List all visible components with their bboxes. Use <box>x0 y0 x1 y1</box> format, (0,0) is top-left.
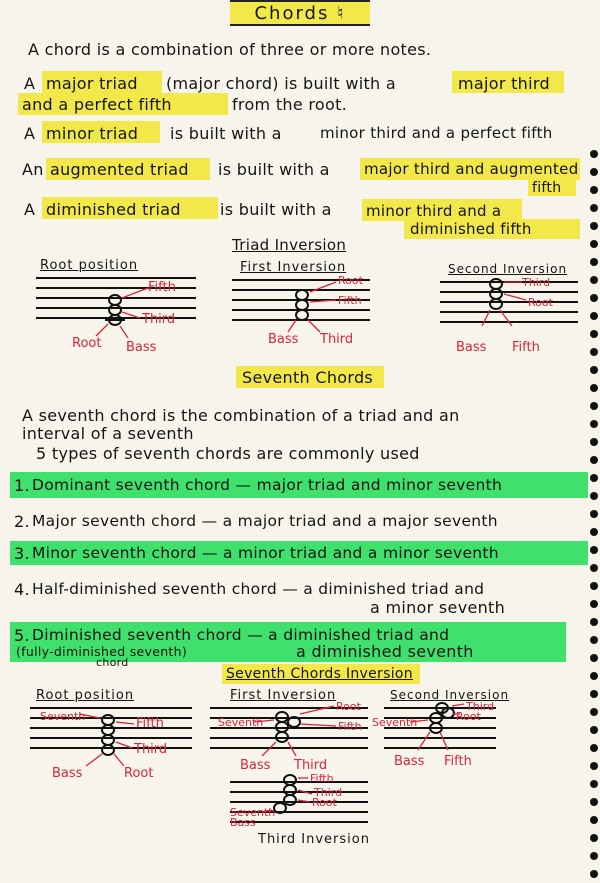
label-fifth: Fifth <box>444 754 472 769</box>
label-bass: Bass <box>394 754 425 769</box>
list-item: (fully-diminished seventh) <box>16 644 188 659</box>
spiral-hole <box>590 168 598 176</box>
note-head <box>102 735 114 745</box>
text: major third and augmented <box>364 160 579 178</box>
label-root: Root <box>72 336 102 351</box>
staff-label-root-position: Root position <box>36 688 135 703</box>
spiral-hole <box>590 204 598 212</box>
text: A <box>24 200 36 219</box>
note-head <box>102 715 114 725</box>
triad-inversion-heading: Triad Inversion <box>232 236 347 254</box>
note-head <box>284 775 296 785</box>
list-item: Major seventh chord — a major triad and a major seventh <box>32 512 498 530</box>
note-head <box>284 795 296 805</box>
spiral-hole <box>590 222 598 230</box>
label-third: Third <box>134 742 168 757</box>
spiral-hole <box>590 402 598 410</box>
staff-label-first-inversion: First Inversion <box>230 688 337 703</box>
text: fifth <box>532 180 562 196</box>
spiral-hole <box>590 600 598 608</box>
list-number: 2. <box>14 512 30 531</box>
spiral-hole <box>590 582 598 590</box>
note-head <box>284 785 296 795</box>
list-item: Diminished seventh chord — a diminished triad and <box>32 626 450 644</box>
spiral-hole <box>590 564 598 572</box>
spiral-hole <box>590 510 598 518</box>
spiral-hole <box>590 474 598 482</box>
list-number: 3. <box>14 544 30 563</box>
text: A <box>24 74 36 93</box>
label-seventh: Seventh <box>372 716 418 729</box>
spiral-hole <box>590 258 598 266</box>
spiral-hole <box>590 420 598 428</box>
title-text: Chords <box>254 3 330 24</box>
list-number: 5. <box>14 626 30 645</box>
label-third: Third <box>294 758 328 773</box>
label-bass: Bass <box>268 332 299 347</box>
label-fifth: Fifth <box>512 340 540 355</box>
label-bass: Bass <box>52 766 83 781</box>
label-root: Root <box>528 296 553 309</box>
seventh-inversion-heading: Seventh Chords Inversion <box>226 666 413 682</box>
spiral-hole <box>590 384 598 392</box>
note-head <box>490 299 502 309</box>
staff-label-third-inversion: Third Inversion <box>258 832 370 847</box>
label-fifth: Fifth <box>310 772 334 785</box>
term-major-triad: major triad <box>46 74 138 93</box>
spiral-hole <box>590 546 598 554</box>
text: is built with a <box>220 200 332 219</box>
label-root: Root <box>338 274 363 287</box>
spiral-hole <box>590 492 598 500</box>
label-seventh: Seventh <box>218 716 264 729</box>
label-fifth: Fifth <box>338 720 362 733</box>
text: and a perfect fifth <box>22 95 172 114</box>
seventh-chords-heading: Seventh Chords <box>242 368 374 387</box>
note-head <box>296 300 308 310</box>
seventh-definition: interval of a seventh <box>22 424 194 443</box>
list-item: Minor seventh chord — a minor triad and a minor seventh <box>32 544 499 562</box>
staff-label-second-inversion: Second Inversion <box>448 262 568 276</box>
spiral-hole <box>590 366 598 374</box>
label-bass: Bass <box>230 816 256 829</box>
label-bass: Bass <box>240 758 271 773</box>
list-number: 1. <box>14 476 30 495</box>
spiral-hole <box>590 186 598 194</box>
seventh-definition: 5 types of seventh chords are commonly used <box>36 444 420 463</box>
label-third: Third <box>320 332 354 347</box>
label-third: Third <box>466 700 495 713</box>
label-third: Third <box>142 312 176 327</box>
list-item: chord <box>96 656 129 669</box>
text: minor third and a perfect fifth <box>320 124 553 142</box>
list-item: a diminished seventh <box>296 642 474 661</box>
intro-text: A chord is a combination of three or more notes. <box>28 40 432 59</box>
label-seventh: Seventh <box>40 710 86 723</box>
label-third: Third <box>522 276 551 289</box>
staff-label-second-inversion: Second Inversion <box>390 688 510 702</box>
spiral-hole <box>590 528 598 536</box>
label-root: Root <box>336 700 361 713</box>
note-head <box>109 295 121 305</box>
text: is built with a <box>218 160 330 179</box>
list-item: Dominant seventh chord — major triad and minor seventh <box>32 476 503 494</box>
label-fifth: Fifth <box>338 294 362 307</box>
term-diminished-triad: diminished triad <box>46 200 181 219</box>
text: A <box>24 124 36 143</box>
page-title: Chords ♮ <box>230 0 370 26</box>
label-bass: Bass <box>126 340 157 355</box>
list-item: a minor seventh <box>370 598 506 617</box>
spiral-hole <box>590 456 598 464</box>
term-minor-triad: minor triad <box>46 124 139 143</box>
label-fifth: Fifth <box>148 280 176 295</box>
text: An <box>22 160 44 179</box>
text: diminished fifth <box>410 220 532 238</box>
note-head <box>296 290 308 300</box>
label-root: Root <box>456 710 481 723</box>
spiral-hole <box>590 438 598 446</box>
text: (major chord) is built with a <box>166 74 396 93</box>
seventh-definition: A seventh chord is the combination of a triad and an <box>22 406 460 425</box>
label-third: Third <box>314 786 343 799</box>
spiral-hole <box>590 870 598 878</box>
label-seventh: Seventh <box>230 806 276 819</box>
label-root: Root <box>312 796 337 809</box>
list-number: 4. <box>14 580 30 599</box>
label-root: Root <box>124 766 154 781</box>
spiral-hole <box>590 672 598 680</box>
note-head <box>102 725 114 735</box>
staff-label-root-position: Root position <box>40 258 139 273</box>
spiral-hole <box>590 690 598 698</box>
term-augmented-triad: augmented triad <box>50 160 189 179</box>
label-bass: Bass <box>456 340 487 355</box>
text: minor third and a <box>366 202 502 220</box>
spiral-hole <box>590 618 598 626</box>
text: from the root. <box>232 95 348 114</box>
note-head <box>296 310 308 320</box>
spiral-hole <box>590 852 598 860</box>
spiral-hole <box>590 150 598 158</box>
note-head <box>490 279 502 289</box>
text: major third <box>458 74 550 93</box>
spiral-hole <box>590 654 598 662</box>
spiral-hole <box>590 240 598 248</box>
staff-second-inversion <box>440 282 578 322</box>
note-head <box>102 745 114 755</box>
note-head <box>490 289 502 299</box>
text: is built with a <box>170 124 282 143</box>
label-fifth: Fifth <box>136 716 164 731</box>
note-head <box>109 305 121 315</box>
staff-label-first-inversion: First Inversion <box>240 260 347 275</box>
list-item: Half-diminished seventh chord — a diminished triad and <box>32 580 485 598</box>
spiral-hole <box>590 636 598 644</box>
